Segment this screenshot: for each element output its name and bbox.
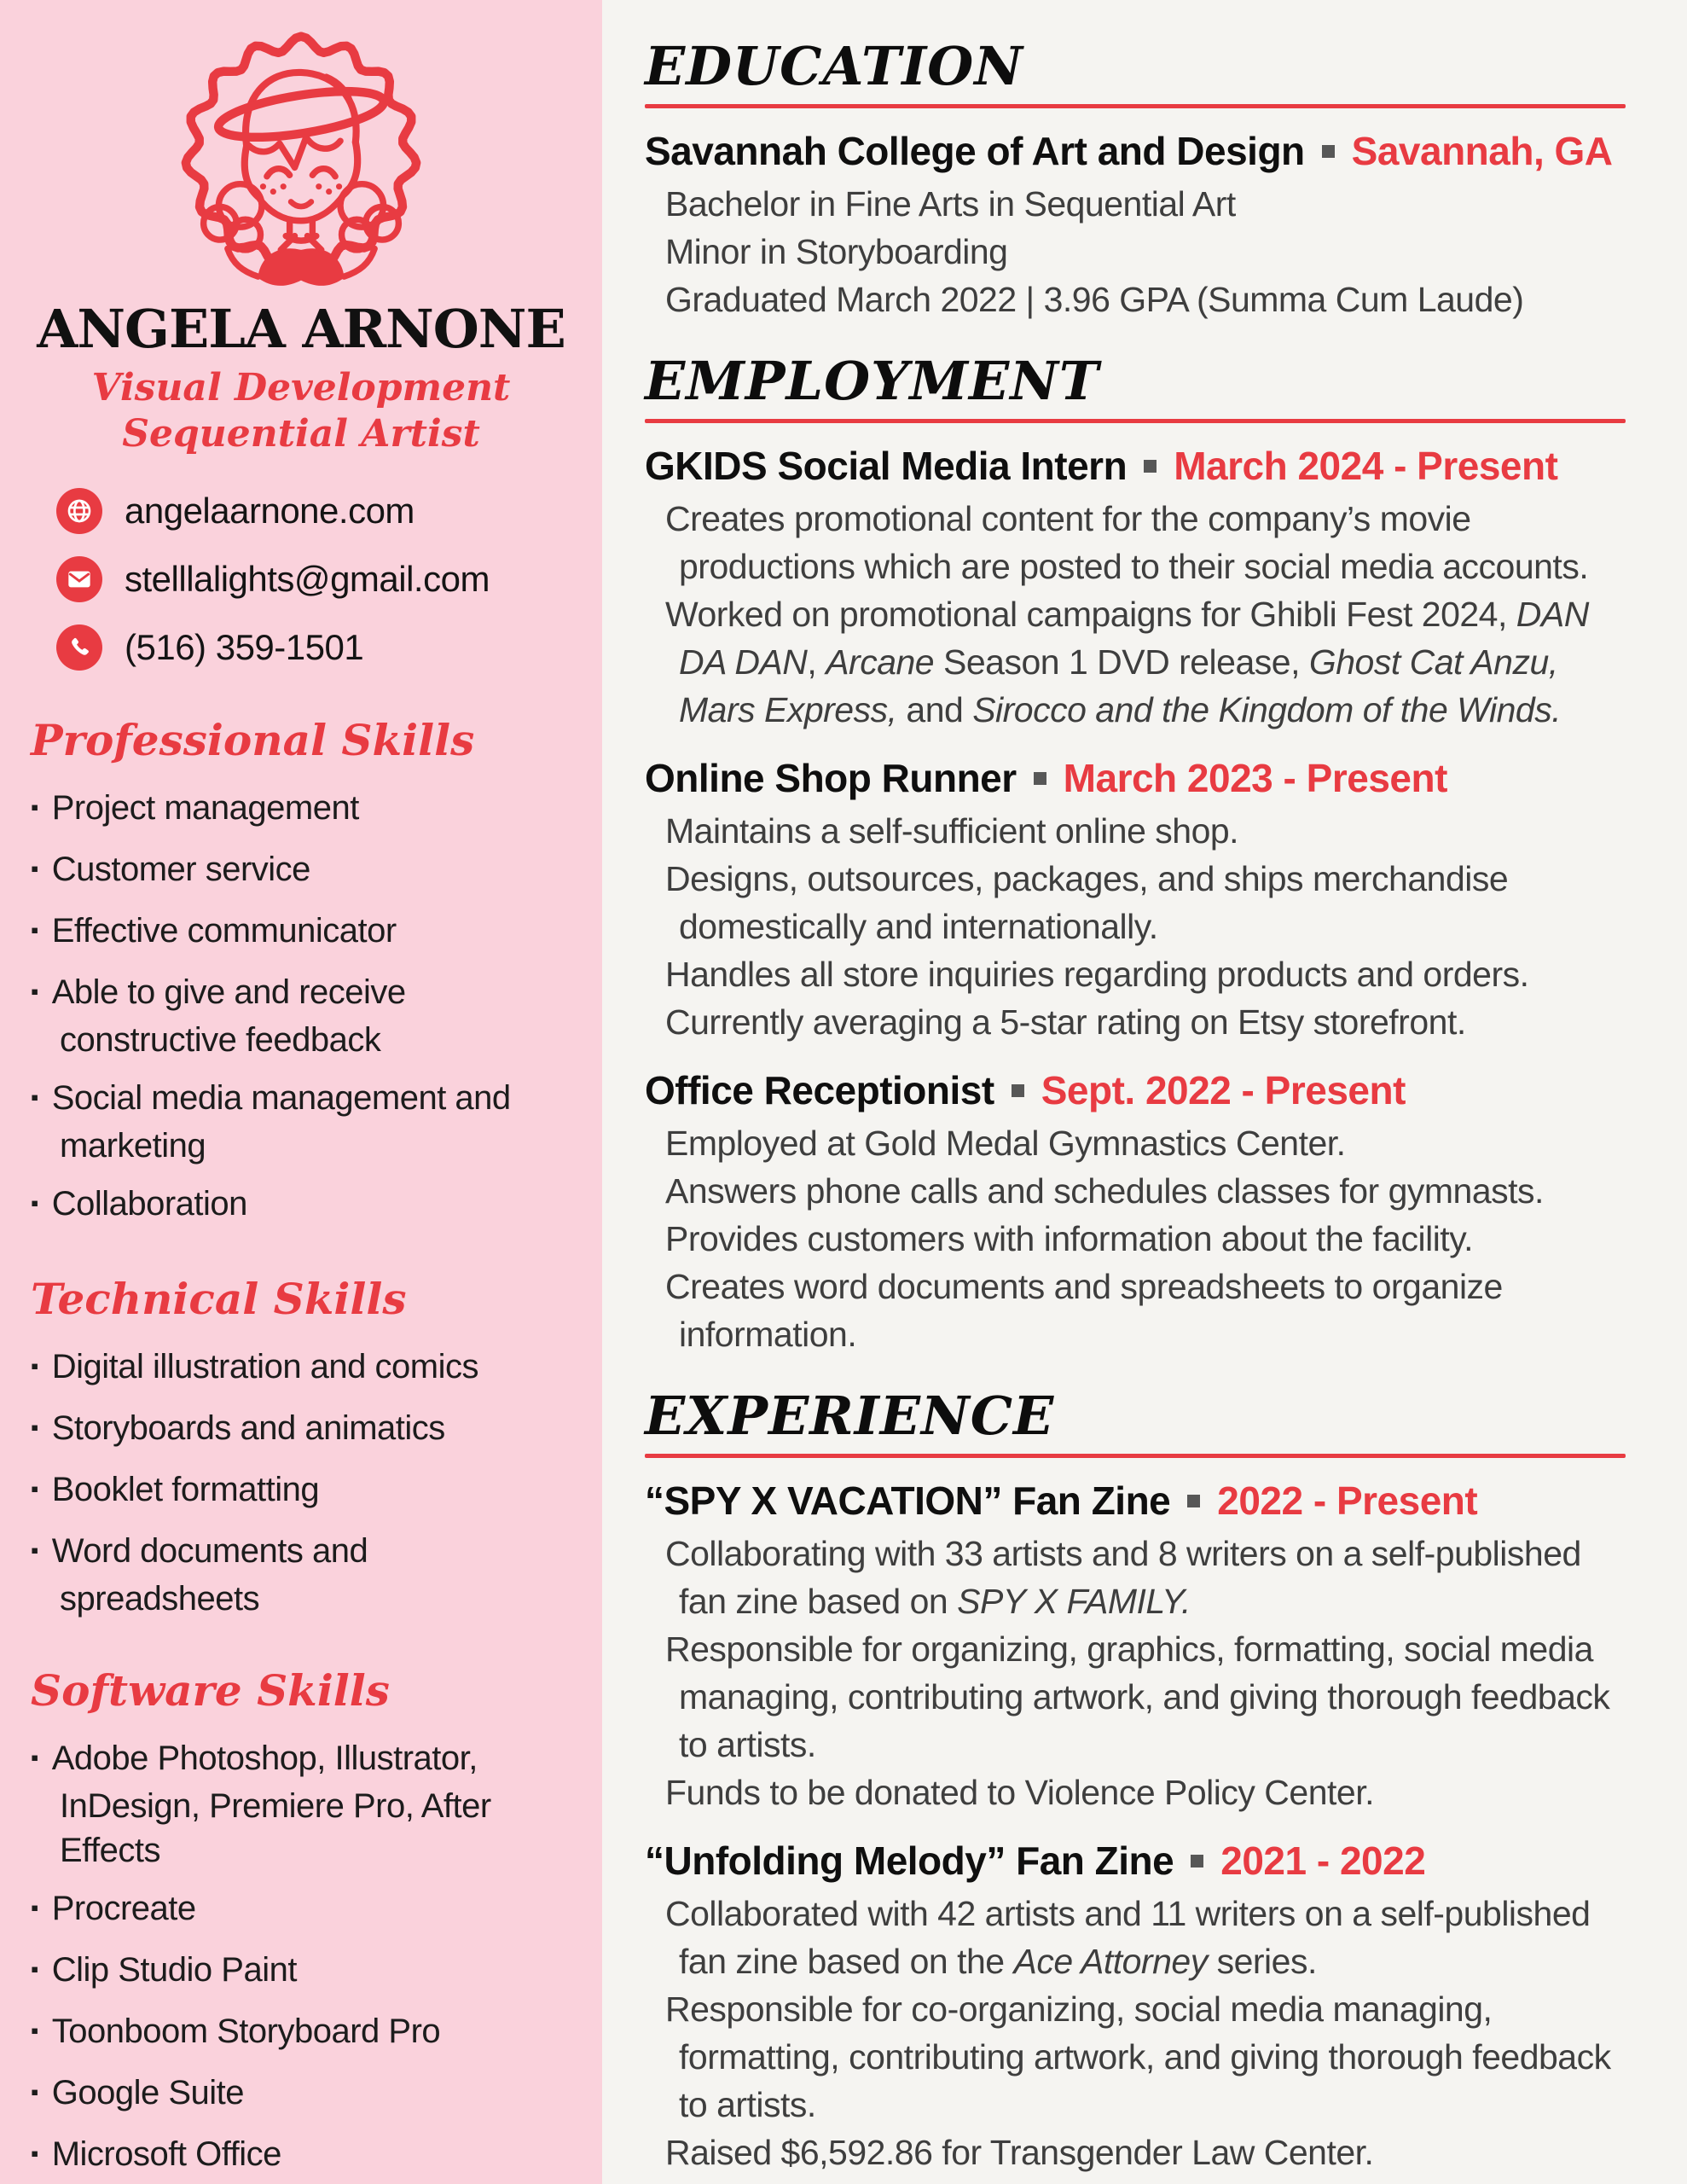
skill-item: ▪ Project management — [31, 786, 571, 834]
skill-item: ▪ Google Suite — [31, 2071, 571, 2118]
sidebar — [0, 0, 602, 2184]
entry-bullet: Creates word documents and spreadsheets to organize information. — [665, 1266, 1503, 1354]
entry-date: Savannah, GA — [1351, 129, 1613, 174]
entry-bullet: Maintains a self-sufficient online shop. — [665, 811, 1239, 851]
section-entries — [645, 444, 1626, 1358]
contact-row — [56, 488, 571, 534]
entry-bullets — [645, 180, 1626, 323]
person-title-line: Sequential Artist — [122, 411, 480, 456]
separator-square-icon — [1322, 145, 1335, 158]
entry-bullet: Currently averaging a 5-star rating on Etsy storefront. — [665, 1002, 1466, 1043]
contact-text: (516) 359-1501 — [125, 626, 364, 667]
person-name: ANGELA ARNONE — [37, 298, 565, 360]
globe-icon — [56, 488, 102, 534]
entry-date: March 2023 - Present — [1063, 756, 1447, 801]
entry-title: Office Receptionist — [645, 1068, 994, 1113]
section-underline — [645, 1454, 1626, 1458]
logo — [173, 26, 429, 287]
entry-bullet: Provides customers with information about the facility. — [665, 1218, 1474, 1258]
entry-bullet: Funds to be donated to Violence Policy Center. — [665, 1773, 1374, 1813]
skill-list — [31, 1345, 571, 1621]
skill-item: ▪ Digital illustration and comics — [31, 1345, 571, 1392]
separator-square-icon — [1191, 1855, 1203, 1867]
entry-bullets — [645, 1890, 1626, 2176]
entry-bullet: Handles all store inquiries regarding products and orders. — [665, 955, 1529, 995]
contact-list — [56, 488, 571, 671]
sidebar-section — [31, 715, 571, 1229]
separator-square-icon — [1144, 460, 1157, 473]
entry-bullet: Raised $6,592.86 for Transgender Law Center. — [665, 2132, 1374, 2172]
entry-bullet: Responsible for organizing, graphics, formatting, social media managing, contributing artwork, and giving thorough feedback to artists. — [665, 1629, 1610, 1765]
entry-bullet: Minor in Storyboarding — [665, 232, 1008, 272]
main-content — [602, 0, 1687, 2184]
entry-bullets — [645, 495, 1626, 734]
resume-entry — [645, 129, 1626, 323]
entry-date: Sept. 2022 - Present — [1041, 1068, 1406, 1113]
sidebar-section — [31, 1274, 571, 1621]
entry-bullet: Worked on promotional campaigns for Ghibli Fest 2024, DAN DA DAN, Arcane Season 1 DVD release, Ghost Cat Anzu, Mars Express, and Sirocco and the Kingdom of the Winds. — [665, 595, 1589, 730]
section-entries — [645, 1478, 1626, 2176]
sidebar-section-heading: Technical Skills — [31, 1273, 407, 1324]
resume-entry — [645, 1838, 1626, 2176]
entry-bullets — [645, 1119, 1626, 1358]
entry-bullets — [645, 1530, 1626, 1816]
resume-entry — [645, 756, 1626, 1046]
skill-list — [31, 786, 571, 1229]
entry-title: Savannah College of Art and Design — [645, 129, 1305, 174]
sidebar-section-heading: Professional Skills — [31, 714, 475, 765]
skill-item: ▪ Booklet formatting — [31, 1467, 571, 1515]
entry-date: March 2024 - Present — [1174, 444, 1558, 489]
entry-title: “SPY X VACATION” Fan Zine — [645, 1478, 1171, 1524]
main-section — [645, 35, 1626, 323]
entry-bullet: Graduated March 2022 | 3.96 GPA (Summa Cum Laude) — [665, 280, 1524, 320]
skill-item: ▪ Storyboards and animatics — [31, 1406, 571, 1454]
contact-row — [56, 556, 571, 602]
resume-entry — [645, 1068, 1626, 1358]
entry-bullet: Answers phone calls and schedules classes for gymnasts. — [665, 1170, 1544, 1211]
entry-bullet: Collaborated with 42 artists and 11 writers on a self-published fan zine based on the Ace Attorney series. — [665, 1893, 1591, 1981]
skill-item: ▪ Toonboom Storyboard Pro — [31, 2009, 571, 2057]
skill-item: ▪ Clip Studio Paint — [31, 1948, 571, 1995]
skill-item: ▪ Word documents and spreadsheets — [31, 1529, 571, 1621]
resume-entry — [645, 444, 1626, 734]
entry-bullet: Creates promotional content for the company’s movie productions which are posted to their social media accounts. — [665, 499, 1589, 587]
skill-item: ▪ Collaboration — [31, 1182, 571, 1229]
skill-item: ▪ Customer service — [31, 847, 571, 895]
entry-date: 2021 - 2022 — [1220, 1838, 1426, 1884]
entry-date: 2022 - Present — [1217, 1478, 1478, 1524]
girl-portrait-emblem-icon — [173, 26, 429, 287]
section-heading: EDUCATION — [645, 35, 1023, 97]
skill-item: ▪ Social media management and marketing — [31, 1076, 571, 1168]
skill-item: ▪ Adobe Photoshop, Illustrator, InDesign, Premiere Pro, After Effects — [31, 1736, 571, 1873]
skill-item: ▪ Microsoft Office — [31, 2132, 571, 2180]
entry-bullet: Responsible for co-organizing, social media managing, formatting, contributing artwork, and giving thorough feedback to artists. — [665, 1989, 1611, 2124]
person-title — [31, 365, 571, 456]
main-section — [645, 1384, 1626, 2176]
person-title-line: Visual Development — [91, 366, 511, 410]
entry-bullet: Employed at Gold Medal Gymnastics Center. — [665, 1123, 1346, 1163]
main-section — [645, 352, 1626, 1358]
separator-square-icon — [1187, 1495, 1200, 1507]
section-underline — [645, 104, 1626, 108]
mail-icon — [56, 556, 102, 602]
contact-row — [56, 624, 571, 671]
skill-list — [31, 1736, 571, 2180]
sidebar-skill-sections — [31, 715, 571, 2180]
entry-bullet: Designs, outsources, packages, and ships merchandise domestically and internationally. — [665, 859, 1509, 947]
skill-item: ▪ Effective communicator — [31, 909, 571, 956]
entry-title: “Unfolding Melody” Fan Zine — [645, 1838, 1174, 1884]
entry-bullet: Bachelor in Fine Arts in Sequential Art — [665, 184, 1236, 224]
section-underline — [645, 419, 1626, 423]
resume-entry — [645, 1478, 1626, 1816]
entry-bullet: Collaborating with 33 artists and 8 writers on a self-published fan zine based on SPY X FAMILY. — [665, 1534, 1581, 1622]
contact-text: angelaarnone.com — [125, 490, 415, 531]
entry-title: GKIDS Social Media Intern — [645, 444, 1128, 489]
sidebar-section-heading: Software Skills — [31, 1664, 390, 1716]
separator-square-icon — [1012, 1084, 1024, 1097]
sidebar-section — [31, 1665, 571, 2180]
skill-item: ▪ Procreate — [31, 1886, 571, 1934]
section-entries — [645, 129, 1626, 323]
phone-icon — [56, 624, 102, 671]
skill-item: ▪ Able to give and receive constructive feedback — [31, 970, 571, 1062]
entry-title: Online Shop Runner — [645, 756, 1017, 801]
contact-text: stelllalights@gmail.com — [125, 558, 490, 599]
section-heading: EXPERIENCE — [645, 1384, 1055, 1447]
separator-square-icon — [1034, 772, 1046, 785]
section-heading: EMPLOYMENT — [645, 350, 1100, 413]
entry-bullets — [645, 807, 1626, 1046]
